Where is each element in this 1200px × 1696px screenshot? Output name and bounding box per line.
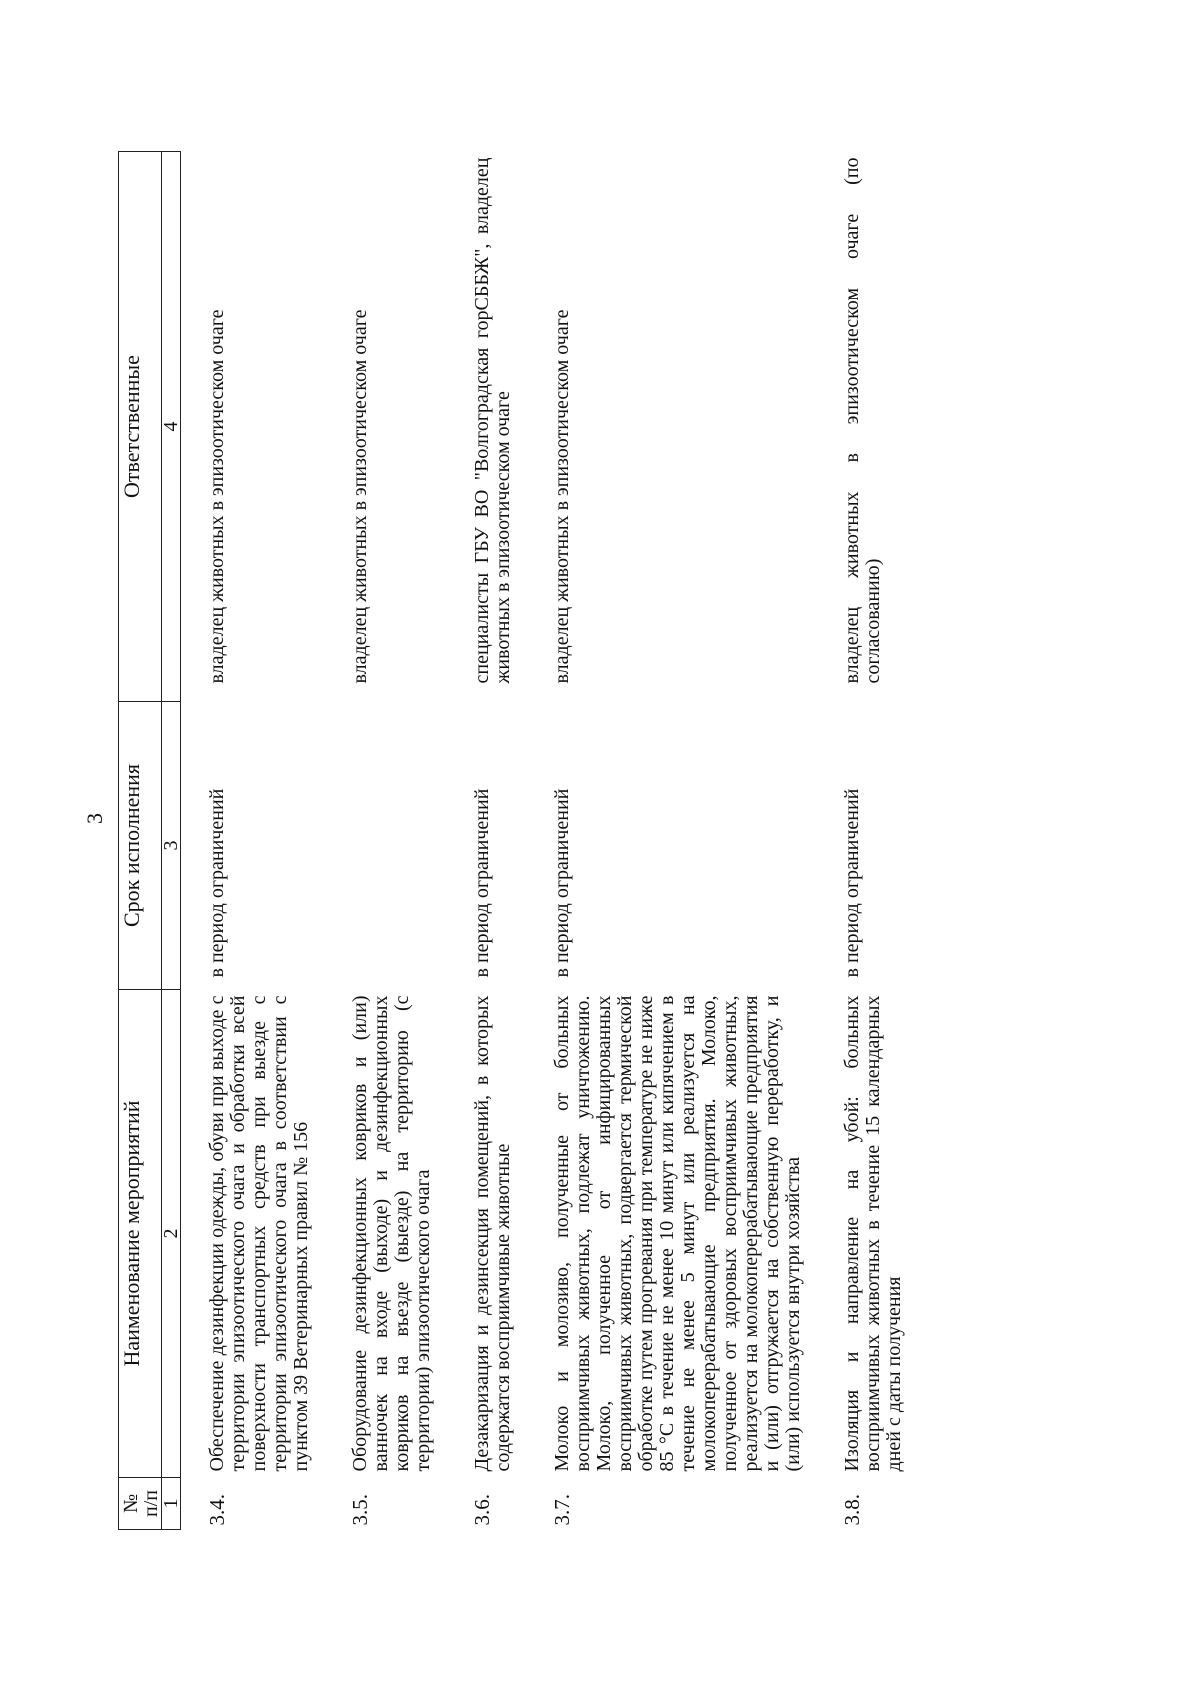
table-row [552, 152, 842, 1530]
row-number: 3.4. [205, 1494, 229, 1526]
row-number: 3.6. [470, 1494, 494, 1526]
header-term: Срок исполнения [119, 702, 162, 990]
row-number: 3.7. [550, 1494, 574, 1526]
table-header-row [119, 152, 162, 1530]
measure-responsible: владелец животных в эпизоотическом очаге [206, 309, 228, 684]
table-row [181, 152, 351, 1530]
column-number: 2 [162, 990, 181, 1478]
measure-term: в период ограничений [471, 788, 493, 978]
table-row [472, 152, 552, 1530]
column-number: 3 [162, 702, 181, 990]
row-number: 3.8. [840, 1494, 864, 1526]
header-responsible: Ответственные [119, 152, 162, 702]
column-number: 4 [162, 152, 181, 702]
header-number: № п/п [119, 1478, 162, 1530]
page-number: 3 [82, 813, 107, 824]
measure-responsible: владелец животных в эпизоотическом очаге [349, 309, 371, 684]
row-number: 3.5. [348, 1494, 372, 1526]
measure-responsible: владелец животных в эпизоотическом очаге (по согласованию) [841, 157, 884, 684]
measures-table [118, 151, 943, 1530]
measure-term [350, 702, 472, 990]
measure-name: Оборудование дезинфекционных ковриков и (или) ванночек на входе (выходе) и дезинфекционных ковриков на въезде (выезде) на территорию (с территории) эпизоотического очага [349, 995, 434, 1472]
measure-responsible: специалисты ГБУ ВО "Волгоградская горСББЖ", владелец животных в эпизоотическом очаге [471, 157, 514, 684]
table-row [842, 152, 943, 1530]
measure-name: Изоляция и направление на убой: больных восприимчивых животных в течение 15 календарных дней с даты получения [841, 995, 905, 1472]
table-row [350, 152, 472, 1530]
measure-name: Обеспечение дезинфекции одежды, обуви при выходе с территории эпизоотического очага и обработки всей поверхности транспортных средств при выезде с территории эпизоотического очага в соответствии с пунктом 39 Ветеринарных правил № 156 [206, 995, 312, 1472]
measure-responsible: владелец животных в эпизоотическом очаге [551, 309, 573, 684]
measure-term: в период ограничений [841, 788, 863, 978]
measure-term: в период ограничений [551, 788, 573, 978]
column-number: 1 [162, 1478, 181, 1530]
measure-term: в период ограничений [206, 788, 228, 978]
table-column-numbers-row [162, 152, 181, 1530]
header-measures: Наименование мероприятий [119, 990, 162, 1478]
measure-name: Молоко и молозиво, полученные от больных восприимчивых животных, подлежат уничтожению. Молоко, полученное от инфицированных восприимчивых животных, подвергается термической обработке путем прогревания при температуре не ниже 85 °С в течение не менее 10 минут или кипячением в течение не менее 5 минут или реализуется на молокоперерабатывающие предприятия. Молоко, полученное от здоровых восприимчивых животных, реализуется на молокоперерабатывающие предприятия и (или) отгружается на собственную переработку, и (или) используется внутри хозяйства [551, 995, 804, 1472]
measure-name: Дезакаризация и дезинсекция помещений, в которых содержатся восприимчивые животные [471, 995, 514, 1472]
